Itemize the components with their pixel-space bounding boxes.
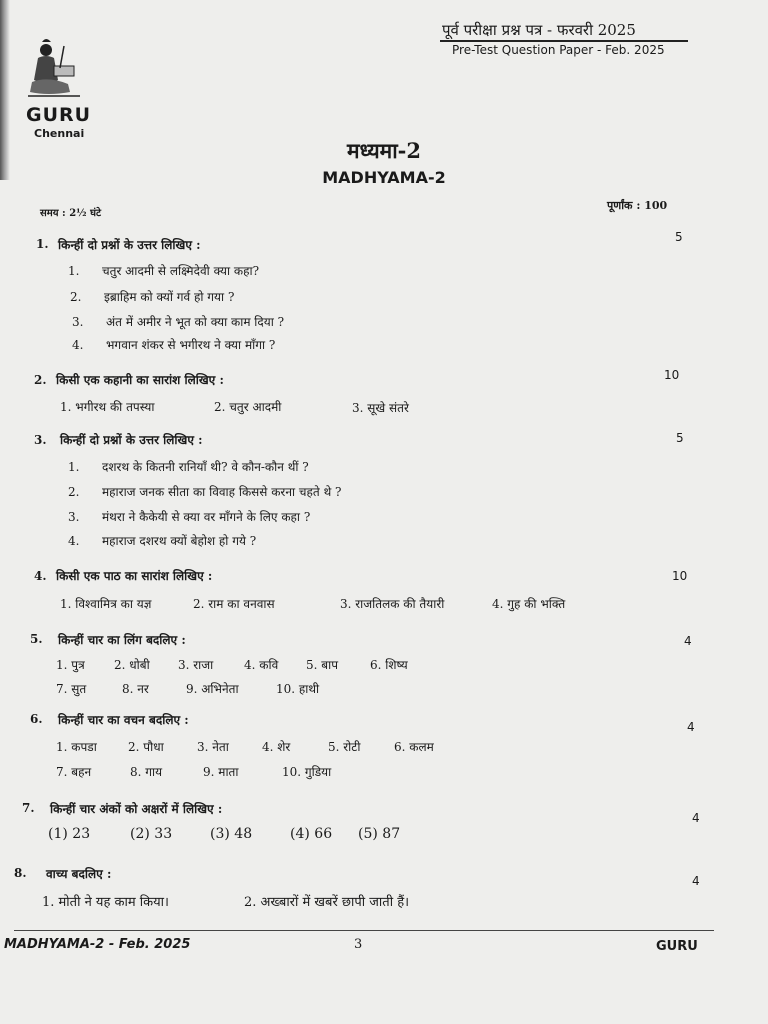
- q3-item-number: 1.: [68, 460, 80, 474]
- q4-option: 1. विश्वामित्र का यज्ञ: [60, 597, 152, 611]
- footer-exam-name: MADHYAMA-2 - Feb. 2025: [4, 937, 191, 952]
- q4-option: 2. राम का वनवास: [193, 597, 275, 611]
- total-marks: पूर्णांक : 100: [607, 199, 668, 212]
- q7-number: 7.: [22, 801, 35, 815]
- q1-item-text: भगवान शंकर से भगीरथ ने क्या माँगा ?: [106, 338, 276, 352]
- q2-option: 1. भगीरथ की तपस्या: [60, 400, 155, 414]
- q3-item-text: महाराज जनक सीता का विवाह किससे करना चहते थे ?: [102, 485, 342, 499]
- q1-item-number: 4.: [72, 338, 84, 352]
- q7-option: (5) 87: [358, 826, 401, 842]
- q3-item-text: दशरथ के कितनी रानियाँ थी? वे कौन-कौन थीं ?: [102, 460, 309, 474]
- q4-text: किसी एक पाठ का सारांश लिखिए :: [56, 569, 213, 583]
- q6-option: 4. शेर: [262, 740, 291, 754]
- q6-option: 7. बहन: [56, 765, 92, 779]
- q7-option: (1) 23: [48, 826, 91, 842]
- brand-name: GURU: [26, 104, 92, 126]
- q6-number: 6.: [30, 712, 43, 726]
- q6-option: 10. गुडिया: [282, 765, 332, 779]
- q8-marks: 4: [692, 874, 700, 888]
- q8-option: 2. अख्बारों में खबरें छापी जाती हैं।: [244, 895, 410, 910]
- q1-item-number: 1.: [68, 264, 80, 278]
- q2-number: 2.: [34, 373, 47, 387]
- q7-option: (3) 48: [210, 826, 253, 842]
- q5-option: 4. कवि: [244, 658, 279, 672]
- sage-writing-icon: [24, 36, 90, 106]
- q5-option: 3. राजा: [178, 658, 214, 672]
- q3-item-number: 4.: [68, 534, 80, 548]
- header-underline: [440, 40, 688, 42]
- footer-brand: GURU: [656, 939, 698, 954]
- footer-rule: [14, 930, 714, 931]
- q5-marks: 4: [684, 634, 692, 648]
- q5-option: 10. हाथी: [276, 682, 320, 696]
- q4-marks: 10: [672, 569, 688, 583]
- q2-text: किसी एक कहानी का सारांश लिखिए :: [56, 373, 224, 387]
- q3-item-number: 3.: [68, 510, 80, 524]
- q8-number: 8.: [14, 866, 27, 880]
- q7-option: (2) 33: [130, 826, 173, 842]
- q7-text: किन्हीं चार अंकों को अक्षरों में लिखिए :: [50, 802, 223, 816]
- q3-item-number: 2.: [68, 485, 80, 499]
- q7-marks: 4: [692, 811, 700, 825]
- q5-option: 5. बाप: [306, 658, 339, 672]
- q1-item-text: अंत में अमीर ने भूत को क्या काम दिया ?: [106, 315, 285, 329]
- q7-option: (4) 66: [290, 826, 333, 842]
- q1-item-text: चतुर आदमी से लक्ष्मिदेवी क्या कहा?: [102, 264, 260, 278]
- q2-option: 3. सूखे संतरे: [352, 401, 409, 415]
- q3-item-text: मंथरा ने कैकेयी से क्या वर माँगने के लिए कहा ?: [102, 510, 311, 524]
- q1-marks: 5: [675, 230, 683, 244]
- q1-number: 1.: [36, 237, 49, 251]
- q5-option: 9. अभिनेता: [186, 682, 239, 696]
- q4-number: 4.: [34, 569, 47, 583]
- q4-option: 4. गुह की भक्ति: [492, 597, 566, 611]
- q2-option: 2. चतुर आदमी: [214, 400, 282, 414]
- q5-option: 2. धोबी: [114, 658, 150, 672]
- q6-option: 3. नेता: [197, 740, 229, 754]
- q3-item-text: महाराज दशरथ क्यों बेहोश हो गये ?: [102, 534, 257, 548]
- q6-option: 1. कपडा: [56, 740, 97, 754]
- q8-text: वाच्य बदलिए :: [46, 867, 112, 881]
- q5-text: किन्हीं चार का लिंग बदलिए :: [58, 633, 186, 647]
- q2-marks: 10: [664, 368, 680, 382]
- q6-text: किन्हीं चार का वचन बदलिए :: [58, 713, 189, 727]
- q6-marks: 4: [687, 720, 695, 734]
- q3-marks: 5: [676, 431, 684, 445]
- q8-option: 1. मोती ने यह काम किया।: [42, 895, 169, 910]
- q1-text: किन्हीं दो प्रश्नों के उत्तर लिखिए :: [58, 238, 201, 252]
- q5-option: 6. शिष्य: [370, 658, 408, 672]
- q6-option: 2. पौधा: [128, 740, 164, 754]
- q5-option: 1. पुत्र: [56, 658, 85, 672]
- q6-option: 9. माता: [203, 765, 239, 779]
- header-english: Pre-Test Question Paper - Feb. 2025: [452, 43, 665, 57]
- footer-page-number: 3: [354, 937, 363, 952]
- q5-option: 7. सुत: [56, 682, 87, 696]
- q4-option: 3. राजतिलक की तैयारी: [340, 597, 445, 611]
- q5-number: 5.: [30, 632, 43, 646]
- q6-option: 5. रोटी: [328, 740, 361, 754]
- q6-option: 6. कलम: [394, 740, 434, 754]
- q1-item-text: इब्राहिम को क्यों गर्व हो गया ?: [104, 290, 235, 304]
- q3-number: 3.: [34, 433, 47, 447]
- header-hindi: पूर्व परीक्षा प्रश्न पत्र - फरवरी 2025: [442, 21, 636, 39]
- q3-text: किन्हीं दो प्रश्नों के उत्तर लिखिए :: [60, 433, 203, 447]
- brand-city: Chennai: [34, 127, 85, 140]
- q1-item-number: 3.: [72, 315, 84, 329]
- title-english: MADHYAMA-2: [322, 168, 446, 187]
- exam-time: समय : 2½ घंटे: [40, 208, 102, 219]
- q5-option: 8. नर: [122, 682, 149, 696]
- q6-option: 8. गाय: [130, 765, 163, 779]
- q1-item-number: 2.: [70, 290, 82, 304]
- title-hindi: मध्यमा-2: [347, 138, 421, 163]
